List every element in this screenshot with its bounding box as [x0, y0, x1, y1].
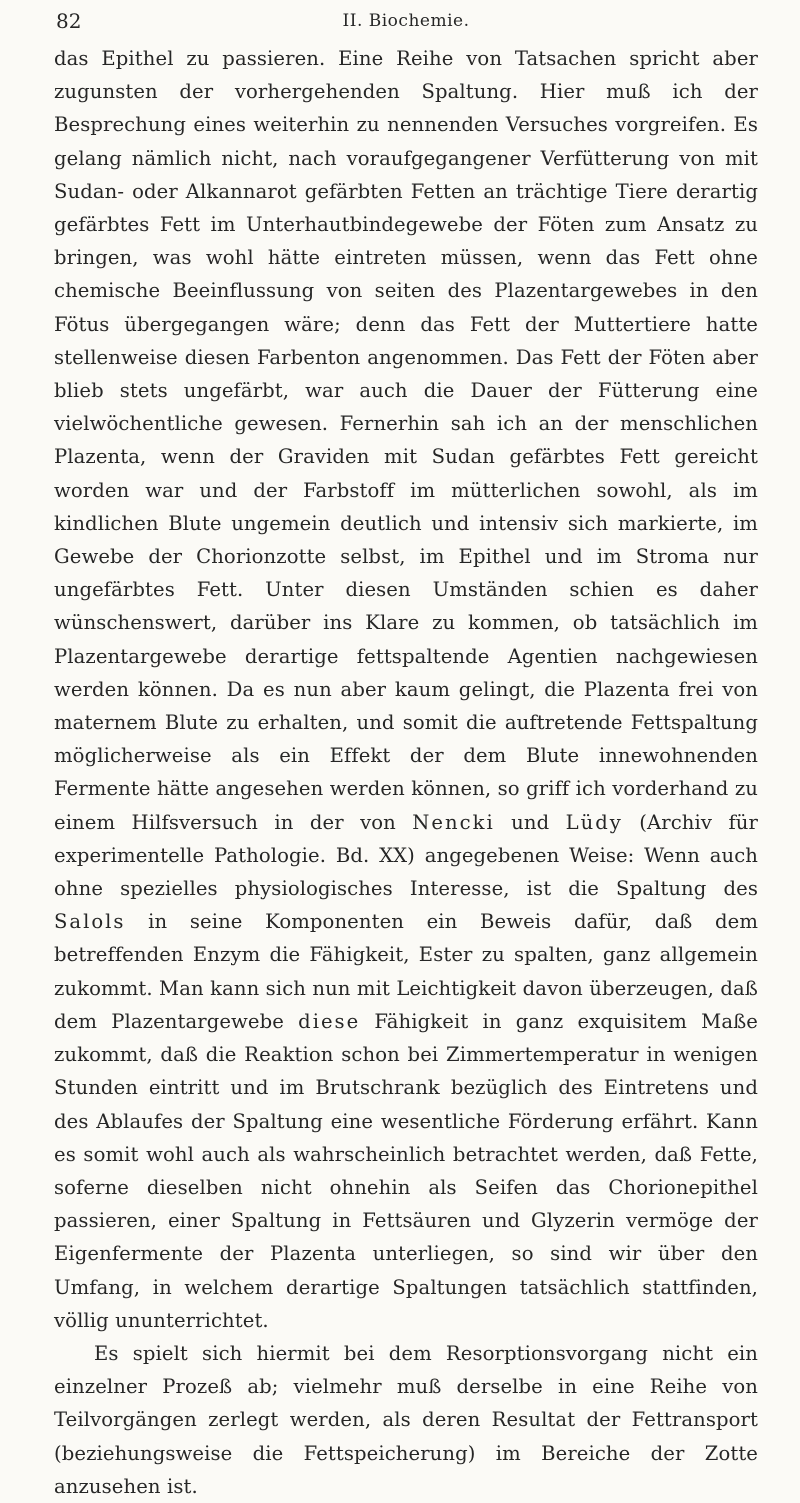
author-name-luedy: Lüdy	[565, 810, 623, 834]
emphasis-salols: Salols	[54, 910, 126, 934]
text-segment: und	[494, 810, 566, 834]
body-text	[54, 42, 758, 1503]
section-title: II. Biochemie.	[342, 11, 470, 31]
author-name-nencki: Nencki	[412, 810, 495, 834]
text-segment: in seine Komponenten ein Beweis dafür, daß dem betreffenden Enzym die Fähigkeit, Ester zu spalten, ganz allgemein zukommt. Man kann sich nun mit Leichtigkeit davon überzeugen, daß dem Plazentargewebe	[54, 910, 758, 1033]
text-segment: (Archiv für experimentelle Pathologie. Bd. XX) angegebenen Weise: Wenn auch ohne spezielles physiologisches Interesse, ist die Spaltung des	[54, 810, 758, 901]
text-segment: Es spielt sich hiermit bei dem Resorptionsvorgang nicht ein einzelner Prozeß ab; vielmehr muß derselbe in eine Reihe von Teilvorgängen zerlegt werden, als deren Resultat der Fettransport (beziehungsweise die Fettspeicherung) im Bereiche der Zotte anzusehen ist.	[54, 1341, 758, 1498]
text-segment: das Epithel zu passieren. Eine Reihe von Tatsachen spricht aber zugunsten der vorhergehenden Spaltung. Hier muß ich der Besprechung eines weiterhin zu nennenden Versuches vorgreifen. Es gelang nämlich nicht, nach voraufgegangener Verfütterung von mit Sudan- oder Alkannarot gefärbten Fetten an trächtige Tiere derartig gefärbtes Fett im Unterhautbindegewebe der Föten zum Ansatz zu bringen, was wohl hätte eintreten müssen, wenn das Fett ohne chemische Beeinflussung von seiten des Plazentargewebes in den Fötus übergegangen wäre; denn das Fett der Muttertiere hatte stellenweise diesen Farbenton angenommen. Das Fett der Föten aber blieb stets ungefärbt, war auch die Dauer der Fütterung eine vielwöchentliche gewesen. Fernerhin sah ich an der menschlichen Plazenta, wenn der Graviden mit Sudan gefärbtes Fett gereicht worden war und der Farbstoff im mütterlichen sowohl, als im kindlichen Blute ungemein deutlich und intensiv sich markierte, im Gewebe der Chorionzotte selbst, im Epithel und im Stroma nur ungefärbtes Fett. Unter diesen Umständen schien es daher wünschenswert, darüber ins Klare zu kommen, ob tatsächlich im Plazentargewebe derartige fettspaltende Agentien nachgewiesen werden können. Da es nun aber kaum gelingt, die Plazenta frei von maternem Blute zu erhalten, und somit die auftretende Fettspaltung möglicherweise als ein Effekt der dem Blute innewohnenden Fermente hätte angesehen werden können, so griff ich vorderhand zu einem Hilfsversuch in der von	[54, 47, 758, 834]
paragraph-2	[54, 1337, 758, 1503]
paragraph-1	[54, 42, 758, 1337]
page-number: 82	[56, 9, 82, 33]
emphasis-diese: diese	[298, 1009, 361, 1033]
running-header	[54, 6, 758, 36]
text-segment: Fähigkeit in ganz exquisitem Maße zukommt, daß die Reaktion schon bei Zimmertemperatur in wenigen Stunden eintritt und im Brutschrank bezüglich des Eintretens und des Ablaufes der Spaltung eine wesentliche Förderung erfährt. Kann es somit wohl auch als wahrscheinlich betrachtet werden, daß Fette, soferne dieselben nicht ohnehin als Seifen das Chorionepithel passieren, einer Spaltung in Fettsäuren und Glyzerin vermöge der Eigenfermente der Plazenta unterliegen, so sind wir über den Umfang, in welchem derartige Spaltungen tatsächlich stattfinden, völlig ununterrichtet.	[54, 1009, 758, 1332]
